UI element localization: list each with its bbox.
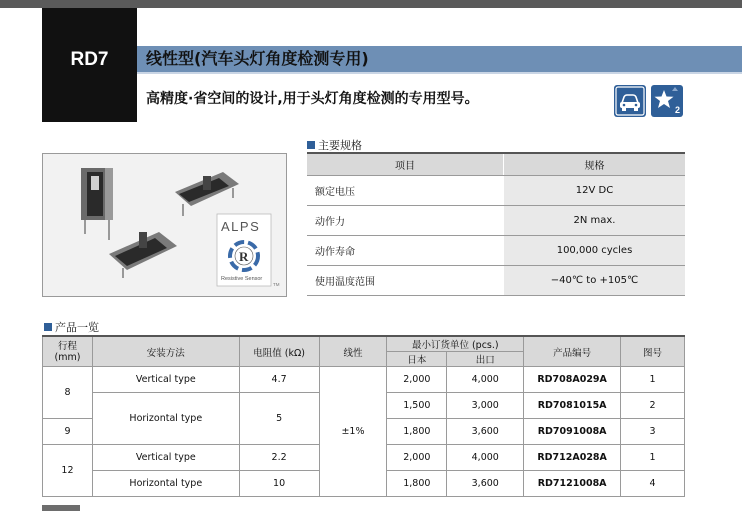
figure-cell: 2 <box>621 393 685 419</box>
spec-item: 动作力 <box>307 206 504 236</box>
vertical-sensor-image <box>81 168 113 240</box>
alps-logo-text: ALPS <box>221 219 261 234</box>
moq-export-cell: 3,000 <box>447 393 524 419</box>
part-number-cell: RD712A028A <box>524 445 621 471</box>
figure-cell: 1 <box>621 445 685 471</box>
resistance-cell: 4.7 <box>239 367 319 393</box>
figure-cell: 1 <box>621 367 685 393</box>
spec-col-spec: 规格 <box>504 153 686 176</box>
horizontal-sensor-image-2 <box>109 232 177 278</box>
spec-value: 12V DC <box>504 176 686 206</box>
products-section-heading <box>44 319 99 335</box>
travel-cell: 12 <box>43 445 93 497</box>
part-number-cell: RD7091008A <box>524 419 621 445</box>
top-bar <box>0 0 742 8</box>
col-moq-japan: 日本 <box>387 352 447 367</box>
figure-cell: 4 <box>621 471 685 497</box>
moq-japan-cell: 1,500 <box>387 393 447 419</box>
series-title: 线性型(汽车头灯角度检测专用) <box>146 49 369 68</box>
part-number-cell: RD7081015A <box>524 393 621 419</box>
specs-table <box>307 152 685 296</box>
spec-row <box>307 206 685 236</box>
r-badge-letter: R <box>239 249 249 264</box>
spec-item: 额定电压 <box>307 176 504 206</box>
figure-cell: 3 <box>621 419 685 445</box>
alps-resistive-sensor-logo <box>217 214 280 287</box>
car-icon <box>614 85 646 117</box>
horizontal-sensor-image-1 <box>175 172 239 216</box>
resistance-cell: 2.2 <box>239 445 319 471</box>
col-travel: 行程 (mm) <box>43 336 93 367</box>
moq-export-cell: 4,000 <box>447 445 524 471</box>
linearity-cell: ±1% <box>319 367 387 497</box>
mounting-cell: Vertical type <box>92 445 239 471</box>
product-table <box>42 335 685 497</box>
spec-item: 动作寿命 <box>307 236 504 266</box>
moq-japan-cell: 2,000 <box>387 445 447 471</box>
moq-export-cell: 4,000 <box>447 367 524 393</box>
travel-cell: 8 <box>43 367 93 419</box>
col-linearity: 线性 <box>319 336 387 367</box>
spec-value: −40℃ to +105℃ <box>504 266 686 296</box>
spec-col-item: 项目 <box>307 153 504 176</box>
travel-cell: 9 <box>43 419 93 445</box>
col-mounting: 安装方法 <box>92 336 239 367</box>
tagline: 高精度·省空间的设计,用于头灯角度检测的专用型号。 <box>146 91 479 107</box>
moq-japan-cell: 1,800 <box>387 471 447 497</box>
col-part-number: 产品编号 <box>524 336 621 367</box>
title-underline <box>137 72 742 74</box>
spec-value: 2N max. <box>504 206 686 236</box>
col-resistance: 电阻值 (kΩ) <box>239 336 319 367</box>
mounting-cell: Horizontal type <box>92 471 239 497</box>
moq-export-cell: 3,600 <box>447 471 524 497</box>
spec-item: 使用温度范围 <box>307 266 504 296</box>
moq-export-cell: 3,600 <box>447 419 524 445</box>
star-badge-number: 2 <box>675 105 681 115</box>
spec-row <box>307 236 685 266</box>
resistive-sensor-caption: Resistive Sensor <box>221 276 263 282</box>
trademark-mark: TM <box>273 282 280 287</box>
part-number-cell: RD708A029A <box>524 367 621 393</box>
product-image <box>43 154 286 296</box>
spec-value: 100,000 cycles <box>504 236 686 266</box>
star-2-icon <box>651 85 683 117</box>
specs-section-heading <box>307 137 362 153</box>
model-name: RD7 <box>70 49 109 70</box>
section-bullet-icon <box>44 323 52 331</box>
table-row <box>43 367 685 393</box>
moq-japan-cell: 2,000 <box>387 367 447 393</box>
resistance-cell: 5 <box>239 393 319 445</box>
section-bullet-icon <box>307 141 315 149</box>
col-moq: 最小订货单位 (pcs.) <box>387 336 524 352</box>
col-figure: 图号 <box>621 336 685 367</box>
mounting-cell: Vertical type <box>92 367 239 393</box>
moq-japan-cell: 1,800 <box>387 419 447 445</box>
spec-row <box>307 266 685 296</box>
mounting-cell: Horizontal type <box>92 393 239 445</box>
bottom-tab <box>42 505 80 511</box>
specs-section-label: 主要规格 <box>318 139 362 152</box>
resistance-cell: 10 <box>239 471 319 497</box>
part-number-cell: RD7121008A <box>524 471 621 497</box>
products-section-label: 产品一览 <box>55 321 99 334</box>
product-photo <box>42 153 287 297</box>
col-moq-export: 出口 <box>447 352 524 367</box>
spec-row <box>307 176 685 206</box>
